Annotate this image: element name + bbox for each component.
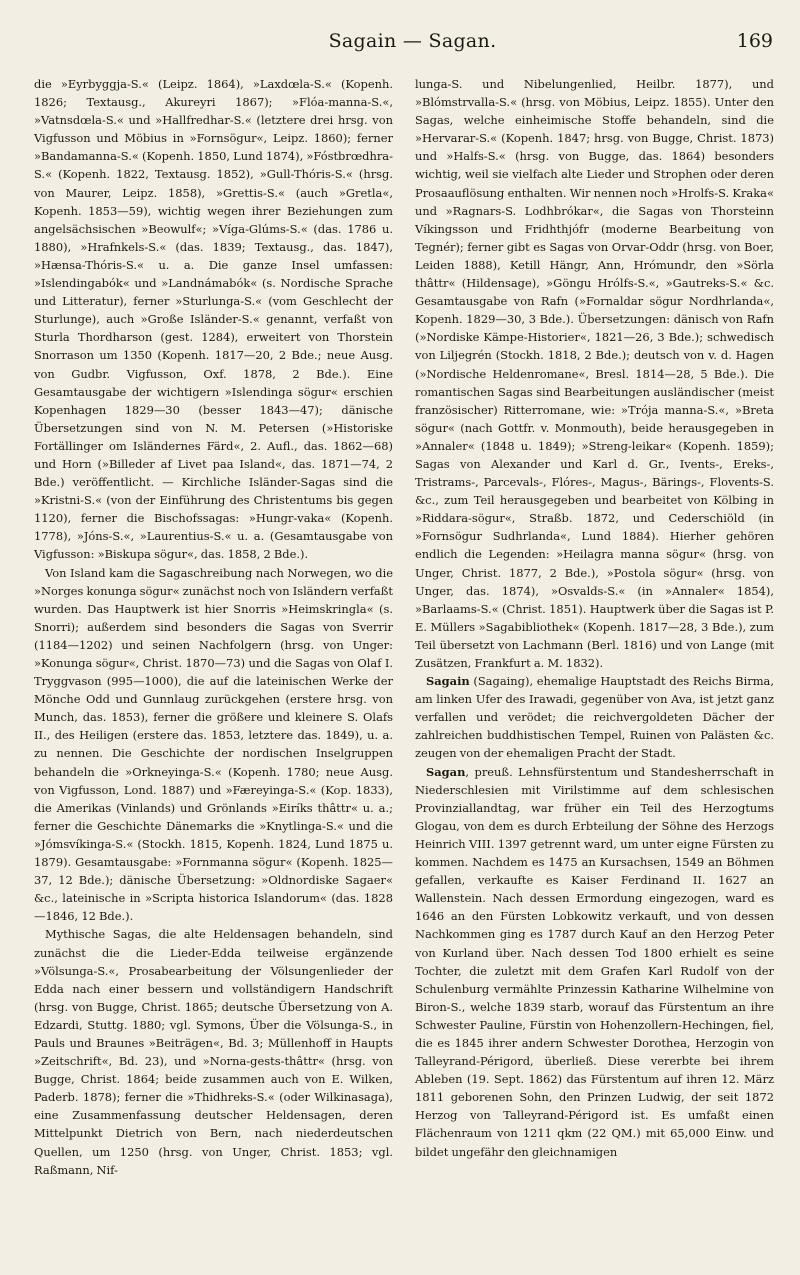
page-number: 169 [736,30,773,52]
paragraph-romantic-sagas: lunga-S. und Nibelungenlied, Heilbr. 1877), und »Blómstrvalla-S.« (hrsg. von Möbius, Leipz. 1855). Unter den Sagas, welche einheimische Stoffe behandeln, sind die »Hervarar-S.« (Kopenh. 1847; hrsg. von Bugge, Christ. 1873) und »Halfs-S.« (hrsg. von Bugge, das. 1864) besonders wichtig, weil sie vielfach alte Lieder und Strophen oder deren Prosaauflösung enthalten. Wir nennen noch »Hrolfs-S. Kraka« und »Ragnars-S. Lodhbrókar«, die Sagas von Thorsteinn Víkingsson und Fridhthjófr (moderne Bearbeitung von Tegnér); ferner gibt es Sagas von Orvar-Oddr (hrsg. von Boer, Leiden 1888), Ketill Hängr, Ann, Hrómundr, den »Sörla thâttr« (Hildensage), »Göngu Hrólfs-S.«, »Gautreks-S.« &c. Gesamtausgabe von Rafn (»Fornaldar sögur Nordhrlanda«, Kopenh. 1829—30, 3 Bde.). Übersetzungen: dänisch von Rafn (»Nordiske Kämpe-Historier«, 1821—26, 3 Bde.); schwedisch von Liljegrén (Stockh. 1818, 2 Bde.); deutsch von v. d. Hagen (»Nordische Heldenromane«, Bresl. 1814—28, 5 Bde.). Die romantischen Sagas sind Bearbeitungen ausländischer (meist französischer) Ritterromane, wie: »Trója manna-S.«, »Breta sögur« (nach Gottfr. v. Monmouth), beide herausgegeben in »Annaler« (1848 u. 1849); »Streng-leikar« (Kopenh. 1859); Sagas von Alexander und Karl d. Gr., Ivents-, Ereks-, Tristrams-, Parcevals-, Flóres-, Magus-, Bärings-, Flovents-S. &c., zum Teil herausgegeben und bearbeitet von Kölbing in »Riddara-sögur«, Straßb. 1872, und Cederschiöld (in »Fornsögur Sudhrlanda«, Lund 1884). Hierher gehören endlich die Legenden: »Heilagra manna sögur« (hrsg. von Unger, Christ. 1877, 2 Bde.), »Postola sögur« (hrsg. von Unger, das. 1874), »Osvalds-S.« (in »Annaler« 1854), »Barlaams-S.« (Christ. 1851). Hauptwerk über die Sagas ist P. E. Müllers »Sagabibliothek« (Kopenh. 1817—28, 3 Bde.), zum Teil übersetzt von Lachmann (Berl. 1816) und von Lange (mit Zusätzen, Frankfurt a. M. 1832). [415,77,774,670]
left-column [34,75,393,1179]
right-column [415,75,774,1179]
paragraph-islandic-sagas: die »Eyrbyggja-S.« (Leipz. 1864), »Laxdœla-S.« (Kopenh. 1826; Textausg., Akureyri 1867); »Flóa-manna-S.«, »Vatnsdœla-S.« und »Hallfredhar-S.« (letztere drei hrsg. von Vigfusson und Möbius in »Fornsögur«, Leipz. 1860); ferner »Bandamanna-S.« (Kopenh. 1850, Lund 1874), »Fóstbrœdhra-S.« (Kopenh. 1822, Textausg. 1852), »Gull-Thóris-S.« (hrsg. von Maurer, Leipz. 1858), »Grettis-S.« (auch »Gretla«, Kopenh. 1853—59), wichtig wegen ihrer Beziehungen zum angelsächsischen »Beowulf«; »Víga-Glúms-S.« (das. 1786 u. 1880), »Hrafnkels-S.« (das. 1839; Textausg., das. 1847), »Hænsa-Thóris-S.« u. a. Die ganze Insel umfassen: »Islendingabók« und »Landnámabók« (s. Nordische Sprache und Litteratur), ferner »Sturlunga-S.« (vom Geschlecht der Sturlunge), auch »Große Isländer-S.« genannt, verfaßt von Sturla Thordharson (gest. 1284), erweitert von Thorstein Snorrason um 1350 (Kopenh. 1817—20, 2 Bde.; neue Ausg. von Gudbr. Vigfusson, Oxf. 1878, 2 Bde.). Eine Gesamtausgabe der wichtigern »Islendinga sögur« erschien Kopenhagen 1829—30 (besser 1843—47); dänische Übersetzungen sind von N. M. Petersen (»Historiske Fortällinger om Isländernes Färd«, 2. Aufl., das. 1862—68) und Horn (»Billeder af Livet paa Island«, das. 1871—74, 2 Bde.) veröffentlicht. — Kirchliche Isländer-Sagas sind die »Kristni-S.« (von der Einführung des Christentums bis gegen 1120), ferner die Bischofssagas: »Hungr-vaka« (Kopenh. 1778), »Jóns-S.«, »Laurentius-S.« u. a. (Gesamtausgabe von Vigfusson: »Biskupa sögur«, das. 1858, 2 Bde.). [34,77,393,562]
headword: Sagain [426,674,470,689]
entry-sagan: Sagan, preuß. Lehnsfürstentum und Standesherrschaft in Niederschlesien mit Virilstimme auf dem schlesischen Provinziallandtag, war früher ein Teil des Herzogtums Glogau, von dem es durch Erbteilung der Söhne des Herzogs Heinrich VIII. 1397 getrennt ward, um unter eigne Fürsten zu kommen. Nachdem es 1475 an Kursachsen, 1549 an Böhmen gefallen, verkaufte es Kaiser Ferdinand II. 1627 an Wallenstein. Nach dessen Ermordung eingezogen, ward es 1646 an den Fürsten Lobkowitz verkauft, und von dessen Nachkommen ging es 1787 durch Kauf an den Herzog Peter von Kurland über. Nach dessen Tod 1800 erhielt es seine Tochter, die zuletzt mit dem Grafen Karl Rudolf von der Schulenburg vermählte Prinzessin Katharine Wilhelmine von Biron-S., welche 1839 starb, worauf das Fürstentum an ihre Schwester Pauline, Fürstin von Hohenzollern-Hechingen, fiel, die es 1845 ihrer andern Schwester Dorothea, Herzogin von Talleyrand-Périgord, überließ. Diese vererbte bei ihrem Ableben (19. Sept. 1862) das Fürstentum auf ihren 12. März 1811 geborenen Sohn, den Prinzen Ludwig, der seit 1872 Herzog von Talleyrand-Périgord ist. Es umfaßt einen Flächenraum von 1211 qkm (22 QM.) mit 65,000 Einw. und bildet ungefähr den gleichnamigen [415,764,774,1159]
running-head: Sagain — Sagan. [328,30,497,52]
text-columns [34,75,774,1179]
paragraph-norwegian-sagas: Von Island kam die Sagaschreibung nach Norwegen, wo die »Norges konunga sögur« zunächst noch von Isländern verfaßt wurden. Das Hauptwerk ist hier Snorris »Heimskringla« (s. Snorri); außerdem sind besonders die Sagas von Sverrir (1184—1202) und seinen Nachfolgern (hrsg. von Unger: »Konunga sögur«, Christ. 1870—73) und die Sagas von Olaf I. Tryggvason (995—1000), die auf die lateinischen Werke der Mönche Odd und Gunnlaug zurückgehen (erstere hrsg. von Munch, das. 1853), ferner die größere und kleinere S. Olafs II., des Heiligen (erstere das. 1853, letztere das. 1849), u. a. zu nennen. Die Geschichte der nordischen Inselgruppen behandeln die »Orkneyinga-S.« (Kopenh. 1780; neue Ausg. von Vigfusson, Lond. 1887) und »Færeyinga-S.« (Kop. 1833), die Amerikas (Vinlands) und Grönlands »Eiríks thâttr« u. a.; ferner die Geschichte Dänemarks die »Knytlinga-S.« und die »Jómsvíkinga-S.« (Stockh. 1815, Kopenh. 1824, Lund 1875 u. 1879). Gesamtausgabe: »Fornmanna sögur« (Kopenh. 1825—37, 12 Bde.); dänische Übersetzung: »Oldnordiske Sagaer« &c., lateinische in »Scripta historica Islandorum« (das. 1828—1846, 12 Bde.). [34,565,393,924]
entry-sagain: Sagain (Sagaing), ehemalige Hauptstadt des Reichs Birma, am linken Ufer des Irawadi, gegenüber von Ava, ist jetzt ganz verfallen und verödet; die reichvergoldeten Dächer der zahlreichen buddhistischen Tempel, Ruinen von Palästen &c. zeugen von der ehemaligen Pracht der Stadt. [415,674,774,761]
headword: Sagan [426,764,466,779]
page-header [52,30,773,60]
paragraph-mythic-sagas: Mythische Sagas, die alte Heldensagen behandeln, sind zunächst die die Lieder-Edda teilweise ergänzende »Völsunga-S.«, Prosabearbeitung der Völsungenlieder der Edda nach einer bessern und vollständigern Handschrift (hrsg. von Bugge, Christ. 1865; deutsche Übersetzung von A. Edzardi, Stuttg. 1880; vgl. Symons, Über die Völsunga-S., in Pauls und Braunes »Beiträgen«, Bd. 3; Müllenhoff in Haupts »Zeitschrift«, Bd. 23), und »Norna-gests-thâttr« (hrsg. von Bugge, Christ. 1864; beide zusammen auch von E. Wilken, Paderb. 1878); ferner die »Thidhreks-S.« (oder Wilkinasaga), eine Zusammenfassung deutscher Heldensagen, deren Mittelpunkt Dietrich von Bern, nach niederdeutschen Quellen, um 1250 (hrsg. von Unger, Christ. 1853; vgl. Raßmann, Nif- [34,927,393,1177]
